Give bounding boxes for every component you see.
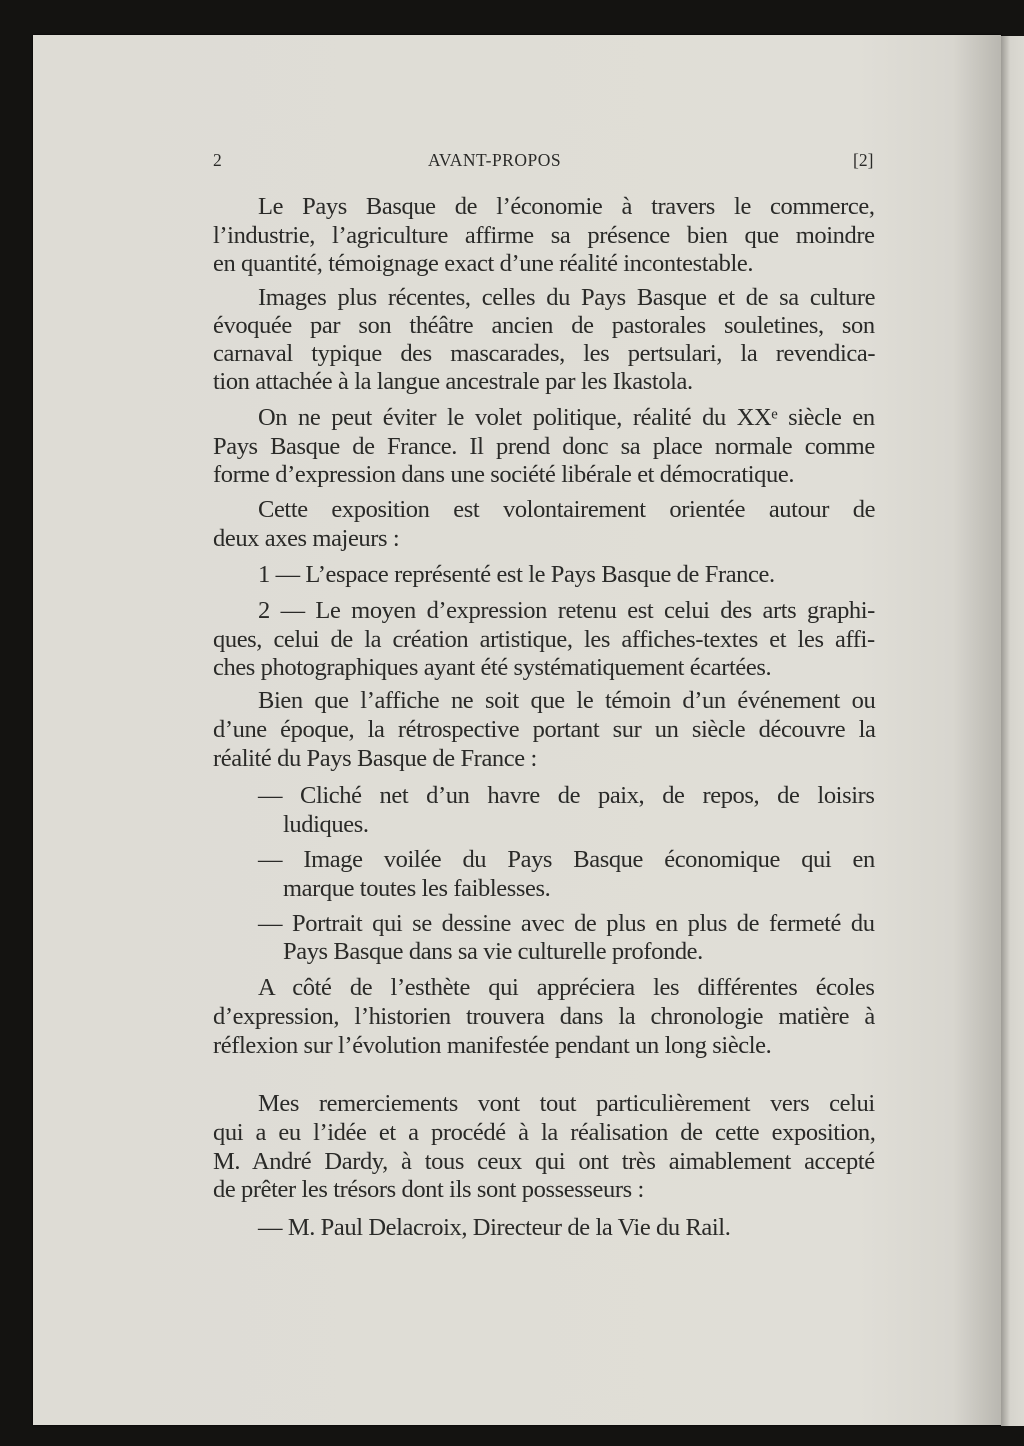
text-line: 2 — Le moyen d’expression retenu est celui des arts graphi- <box>258 597 875 624</box>
text-line: marque toutes les faiblesses. <box>283 875 551 902</box>
text-line: — M. Paul Delacroix, Directeur de la Vie du Rail. <box>258 1214 731 1241</box>
text-line: Bien que l’affiche ne soit que le témoin d’un événement ou <box>258 687 876 714</box>
text-line: d’une époque, la rétrospective portant sur un siècle découvre la <box>213 716 876 743</box>
text-line: Le Pays Basque de l’économie à travers le commerce, <box>258 193 875 220</box>
text-line: qui a eu l’idée et a procédé à la réalisation de cette exposition, <box>213 1119 876 1146</box>
text-line: Mes remerciements vont tout particulièrement vers celui <box>258 1090 875 1117</box>
text-line: tion attachée à la langue ancestrale par les Ikastola. <box>213 368 693 395</box>
text-line: en quantité, témoignage exact d’une réalité incontestable. <box>213 250 754 277</box>
text-line: évoquée par son théâtre ancien de pastorales souletines, son <box>213 312 875 339</box>
text-line: Pays Basque dans sa vie culturelle profonde. <box>283 938 703 965</box>
text-line: 1 — L’espace représenté est le Pays Basque de France. <box>258 561 775 588</box>
text-line: ches photographiques ayant été systématiquement écartées. <box>213 654 772 681</box>
text-line: Pays Basque de France. Il prend donc sa place normale comme <box>213 433 875 460</box>
text-line: Cette exposition est volontairement orientée autour de <box>258 496 876 523</box>
document-page <box>33 35 1001 1425</box>
text-line: forme d’expression dans une société libérale et démocratique. <box>213 461 795 488</box>
next-page-edge <box>1001 36 1024 1426</box>
text-line: réalité du Pays Basque de France : <box>213 745 537 772</box>
text-line: carnaval typique des mascarades, les pertsulari, la revendica- <box>213 340 876 367</box>
text-line: — Image voilée du Pays Basque économique qui en <box>258 846 875 873</box>
text-line: On ne peut éviter le volet politique, réalité du XXᵉ siècle en <box>258 404 875 431</box>
text-line: ludiques. <box>283 811 369 838</box>
text-line: l’industrie, l’agriculture affirme sa présence bien que moindre <box>213 222 875 249</box>
text-line: deux axes majeurs : <box>213 525 400 552</box>
text-line: — Cliché net d’un havre de paix, de repos, de loisirs <box>258 782 875 809</box>
text-line: — Portrait qui se dessine avec de plus en plus de fermeté du <box>258 910 875 937</box>
text-line: réflexion sur l’évolution manifestée pendant un long siècle. <box>213 1032 772 1059</box>
text-line: A côté de l’esthète qui appréciera les différentes écoles <box>258 974 875 1001</box>
folio: [2] <box>853 150 874 170</box>
text-line: ques, celui de la création artistique, les affiches-textes et les affi- <box>213 626 875 653</box>
page-number: 2 <box>213 150 222 170</box>
text-line: d’expression, l’historien trouvera dans la chronologie matière à <box>213 1003 875 1030</box>
running-title: AVANT-PROPOS <box>428 150 562 170</box>
text-line: M. André Dardy, à tous ceux qui ont très aimablement accepté <box>213 1148 875 1175</box>
text-line: de prêter les trésors dont ils sont possesseurs : <box>213 1176 644 1203</box>
text-line: Images plus récentes, celles du Pays Basque et de sa culture <box>258 284 876 311</box>
